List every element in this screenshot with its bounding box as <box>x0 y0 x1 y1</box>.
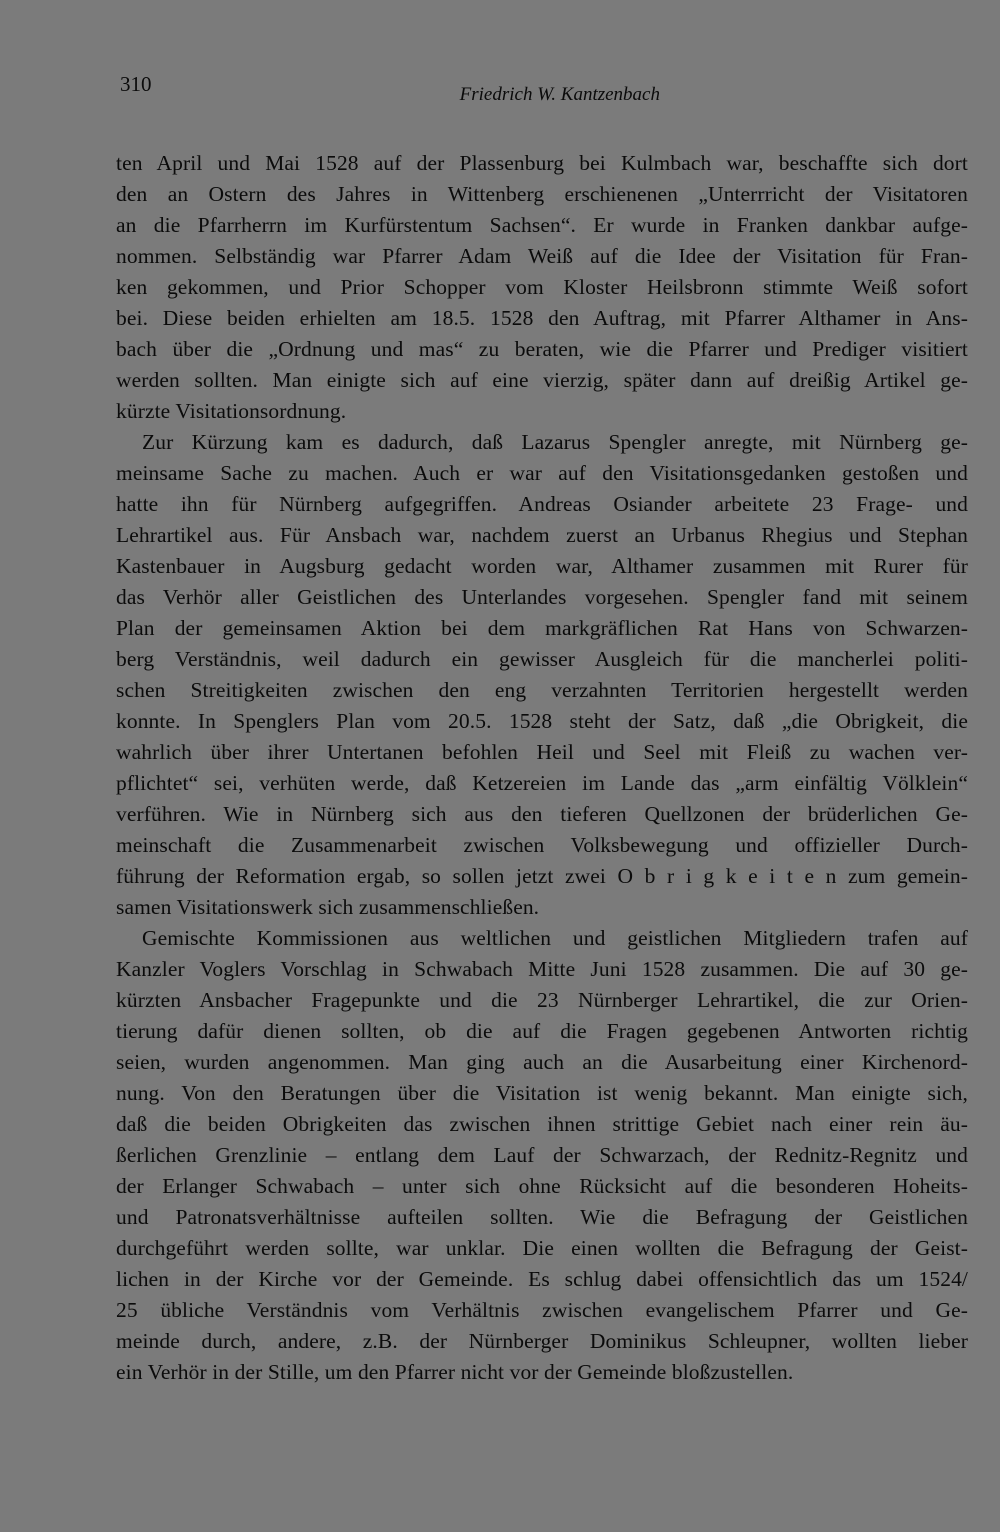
text-line: das Verhör aller Geistlichen des Unterlandes vorgesehen. Spengler fand mit seinem <box>116 585 968 609</box>
text-line: ein Verhör in der Stille, um den Pfarrer nicht vor der Gemeinde bloßzustellen. <box>116 1360 794 1384</box>
text-line: tierung dafür dienen sollten, ob die auf die Fragen gegebenen Antworten richtig <box>116 1019 968 1043</box>
text-line: nung. Von den Beratungen über die Visitation ist wenig bekannt. Man einigte sich, <box>116 1081 968 1105</box>
text-line: und Patronatsverhältnisse aufteilen sollten. Wie die Befragung der Geistlichen <box>116 1205 968 1229</box>
text-line: pflichtet“ sei, verhüten werde, daß Ketzereien im Lande das „arm einfältig Völklein“ <box>116 771 968 795</box>
text-line: wahrlich über ihrer Untertanen befohlen Heil und Seel mit Fleiß zu wachen ver- <box>116 740 968 764</box>
text-line: an die Pfarrherrn im Kurfürstentum Sachsen“. Er wurde in Franken dankbar aufge- <box>116 213 968 237</box>
text-line: Plan der gemeinsamen Aktion bei dem markgräflichen Rat Hans von Schwarzen- <box>116 616 968 640</box>
text-line: kürzten Ansbacher Fragepunkte und die 23 Nürnberger Lehrartikel, die zur Orien- <box>116 988 968 1012</box>
text-line: ßerlichen Grenzlinie – entlang dem Lauf der Schwarzach, der Rednitz-Regnitz und <box>116 1143 968 1167</box>
paragraph <box>116 148 968 427</box>
text-line: seien, wurden angenommen. Man ging auch an die Ausarbeitung einer Kirchenord- <box>116 1050 968 1074</box>
text-line: bach über die „Ordnung und mas“ zu beraten, wie die Pfarrer und Prediger visitiert <box>116 337 968 361</box>
text-line: Zur Kürzung kam es dadurch, daß Lazarus Spengler anregte, mit Nürnberg ge- <box>142 430 968 454</box>
text-line: führung der Reformation ergab, so sollen jetzt zwei O b r i g k e i t e n zum gemein- <box>116 864 968 888</box>
text-line: konnte. In Spenglers Plan vom 20.5. 1528 steht der Satz, daß „die Obrigkeit, die <box>116 709 968 733</box>
text-line: kürzte Visitationsordnung. <box>116 399 347 423</box>
running-head: Friedrich W. Kantzenbach <box>459 84 660 105</box>
text-line: meinde durch, andere, z.B. der Nürnberger Dominikus Schleupner, wollten lieber <box>116 1329 968 1353</box>
page-number: 310 <box>120 72 152 96</box>
text-line: Kanzler Voglers Vorschlag in Schwabach Mitte Juni 1528 zusammen. Die auf 30 ge- <box>116 957 968 981</box>
text-line: berg Verständnis, weil dadurch ein gewisser Ausgleich für die mancherlei politi- <box>116 647 968 671</box>
text-line: 25 übliche Verständnis vom Verhältnis zwischen evangelischem Pfarrer und Ge- <box>116 1298 968 1322</box>
text-line: Gemischte Kommissionen aus weltlichen und geistlichen Mitgliedern trafen auf <box>142 926 968 950</box>
text-line: der Erlanger Schwabach – unter sich ohne Rücksicht auf die besonderen Hoheits- <box>116 1174 968 1198</box>
paragraph <box>116 923 968 1388</box>
text-line: schen Streitigkeiten zwischen den eng verzahnten Territorien hergestellt werden <box>116 678 968 702</box>
text-line: hatte ihn für Nürnberg aufgegriffen. Andreas Osiander arbeitete 23 Frage- und <box>116 492 968 516</box>
text-line: samen Visitationswerk sich zusammenschließen. <box>116 895 540 919</box>
text-line: bei. Diese beiden erhielten am 18.5. 1528 den Auftrag, mit Pfarrer Althamer in Ans- <box>116 306 968 330</box>
text-line: durchgeführt werden sollte, war unklar. Die einen wollten die Befragung der Geist- <box>116 1236 968 1260</box>
text-line: Lehrartikel aus. Für Ansbach war, nachdem zuerst an Urbanus Rhegius und Stephan <box>116 523 968 547</box>
text-line: daß die beiden Obrigkeiten das zwischen ihnen strittige Gebiet nach einer rein äu- <box>116 1112 968 1136</box>
text-line: ken gekommen, und Prior Schopper vom Kloster Heilsbronn stimmte Weiß sofort <box>116 275 968 299</box>
text-line: verführen. Wie in Nürnberg sich aus den tieferen Quellzonen der brüderlichen Ge- <box>116 802 968 826</box>
text-line: Kastenbauer in Augsburg gedacht worden war, Althamer zusammen mit Rurer für <box>116 554 968 578</box>
body-text <box>116 148 968 1388</box>
paragraph <box>116 427 968 923</box>
text-line: meinsame Sache zu machen. Auch er war auf den Visitationsgedanken gestoßen und <box>116 461 968 485</box>
text-line: nommen. Selbständig war Pfarrer Adam Weiß auf die Idee der Visitation für Fran- <box>116 244 968 268</box>
text-line: ten April und Mai 1528 auf der Plassenburg bei Kulmbach war, beschaffte sich dort <box>116 151 968 175</box>
page-header <box>120 72 660 104</box>
text-line: lichen in der Kirche vor der Gemeinde. Es schlug dabei offensichtlich das um 1524/ <box>116 1267 968 1291</box>
text-line: den an Ostern des Jahres in Wittenberg erschienenen „Unterrricht der Visitatoren <box>116 182 968 206</box>
text-line: werden sollten. Man einigte sich auf eine vierzig, später dann auf dreißig Artikel ge- <box>116 368 968 392</box>
text-line: meinschaft die Zusammenarbeit zwischen Volksbewegung und offizieller Durch- <box>116 833 968 857</box>
